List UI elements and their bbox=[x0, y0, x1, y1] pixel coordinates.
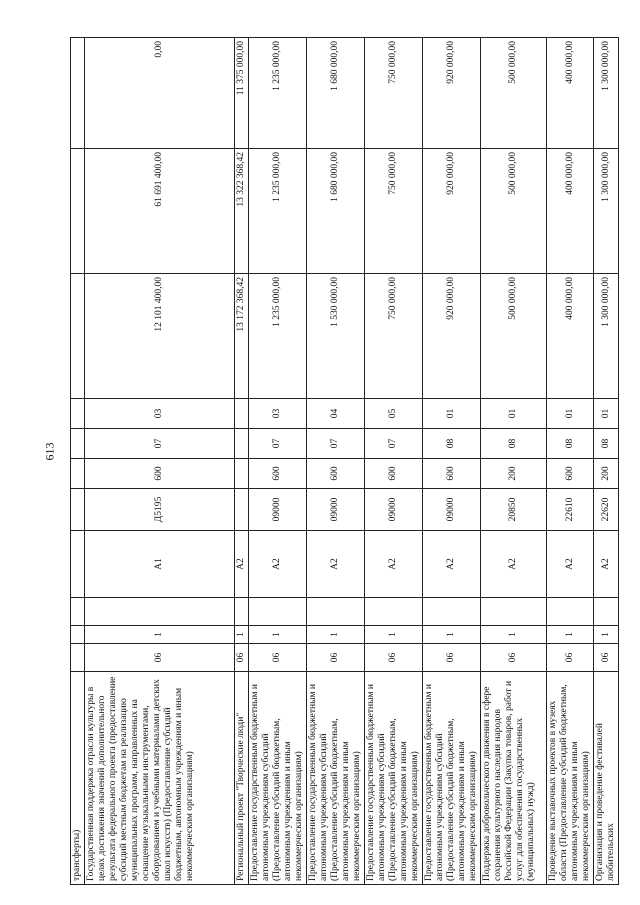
cell bbox=[71, 429, 85, 459]
cell: 1 bbox=[365, 626, 423, 644]
table-row bbox=[365, 38, 423, 885]
amount-2: 1 235 000,00 bbox=[249, 149, 307, 274]
cell bbox=[365, 598, 423, 626]
cell bbox=[307, 598, 365, 626]
budget-table bbox=[70, 37, 619, 885]
amount-1: 12 101 400,00 bbox=[85, 274, 235, 399]
amount-3: 500 000,00 bbox=[481, 38, 547, 149]
cell bbox=[249, 598, 307, 626]
amount-1: 1 235 000,00 bbox=[249, 274, 307, 399]
cell: 600 bbox=[423, 459, 481, 489]
cell: Д5195 bbox=[85, 489, 235, 531]
cell: 09000 bbox=[249, 489, 307, 531]
cell: 1 bbox=[481, 626, 547, 644]
cell: А2 bbox=[249, 531, 307, 598]
amount-3: 750 000,00 bbox=[365, 38, 423, 149]
cell bbox=[547, 598, 594, 626]
amount-3: 1 235 000,00 bbox=[249, 38, 307, 149]
amount-3: 1 300 000,00 bbox=[594, 38, 619, 149]
cell: 08 bbox=[481, 429, 547, 459]
table-row bbox=[235, 38, 249, 885]
amount-2: 500 000,00 bbox=[481, 149, 547, 274]
cell: 1 bbox=[249, 626, 307, 644]
cell: 06 bbox=[481, 644, 547, 672]
cell: А2 bbox=[365, 531, 423, 598]
cell: А2 bbox=[547, 531, 594, 598]
amount-1: 400 000,00 bbox=[547, 274, 594, 399]
amount-3: 920 000,00 bbox=[423, 38, 481, 149]
cell: 1 bbox=[423, 626, 481, 644]
cell: 08 bbox=[423, 429, 481, 459]
cell: 06 bbox=[307, 644, 365, 672]
row-desc: Государственная поддержка отрасли культуры в целях достижения значений дополнительного результата федерального проекта (предоставление субсидий местным бюджетам на реализацию муниципальных программ, направленных на оснащение музыкальными инструментами, оборудованием и учебными материалами детских школ искусств) (Предоставление субсидий бюджетным, автономным учреждениям и иным некоммерческим организациям) bbox=[85, 672, 235, 885]
cell: 01 bbox=[481, 399, 547, 429]
cell: А2 bbox=[307, 531, 365, 598]
cell: 600 bbox=[307, 459, 365, 489]
cell: 01 bbox=[547, 399, 594, 429]
cell: 22610 bbox=[547, 489, 594, 531]
amount-2: 13 322 368,42 bbox=[235, 149, 249, 274]
cell: 600 bbox=[547, 459, 594, 489]
cell: 04 bbox=[307, 399, 365, 429]
cell: А2 bbox=[481, 531, 547, 598]
amount-2: 920 000,00 bbox=[423, 149, 481, 274]
cell bbox=[71, 644, 85, 672]
cell: А2 bbox=[235, 531, 249, 598]
table-row bbox=[547, 38, 594, 885]
row-desc: Проведение выставочных проектов в музеях области (Предоставление субсидий бюджетным, автономным учреждениям и иным некоммерческим организациям) bbox=[547, 672, 594, 885]
cell: 1 bbox=[85, 626, 235, 644]
cell bbox=[235, 399, 249, 429]
cell: А2 bbox=[594, 531, 619, 598]
amount-2: 400 000,00 bbox=[547, 149, 594, 274]
cell: 07 bbox=[365, 429, 423, 459]
cell: 600 bbox=[85, 459, 235, 489]
table-row bbox=[249, 38, 307, 885]
row-desc: Предоставление государственным бюджетным и автономным учреждениям субсидий (Предоставление субсидий бюджетным, автономным учреждениям и иным некоммерческим организациям) bbox=[307, 672, 365, 885]
amount-1: 13 172 368,42 bbox=[235, 274, 249, 399]
amount-1: 500 000,00 bbox=[481, 274, 547, 399]
amount-1: 1 530 000,00 bbox=[307, 274, 365, 399]
cell: 07 bbox=[307, 429, 365, 459]
cell bbox=[235, 489, 249, 531]
cell bbox=[71, 459, 85, 489]
cell bbox=[235, 459, 249, 489]
cell bbox=[71, 531, 85, 598]
amount-1 bbox=[71, 274, 85, 399]
table-row bbox=[423, 38, 481, 885]
row-desc: Организация и проведение фестивалей любительских bbox=[594, 672, 619, 885]
cell: 03 bbox=[85, 399, 235, 429]
cell: А2 bbox=[423, 531, 481, 598]
cell: 06 bbox=[249, 644, 307, 672]
cell: 06 bbox=[547, 644, 594, 672]
amount-2: 61 691 400,00 bbox=[85, 149, 235, 274]
row-desc: Предоставление государственным бюджетным и автономным учреждениям субсидий (Предоставление субсидий бюджетным, автономным учреждениям и иным некоммерческим организациям) bbox=[365, 672, 423, 885]
row-desc: трансферты) bbox=[71, 672, 85, 885]
cell: 01 bbox=[423, 399, 481, 429]
cell: 1 bbox=[594, 626, 619, 644]
cell: 01 bbox=[594, 399, 619, 429]
cell: 07 bbox=[85, 429, 235, 459]
cell: 08 bbox=[594, 429, 619, 459]
cell: 09000 bbox=[307, 489, 365, 531]
cell: 1 bbox=[547, 626, 594, 644]
table-row bbox=[85, 38, 235, 885]
cell: 07 bbox=[249, 429, 307, 459]
cell bbox=[71, 399, 85, 429]
table-row bbox=[481, 38, 547, 885]
cell: 1 bbox=[307, 626, 365, 644]
amount-3: 0,00 bbox=[85, 38, 235, 149]
cell: 03 bbox=[249, 399, 307, 429]
cell bbox=[481, 598, 547, 626]
table-row bbox=[594, 38, 619, 885]
table-row bbox=[307, 38, 365, 885]
amount-3: 11 375 000,00 bbox=[235, 38, 249, 149]
amount-3: 400 000,00 bbox=[547, 38, 594, 149]
cell: 20850 bbox=[481, 489, 547, 531]
cell bbox=[71, 626, 85, 644]
cell: 06 bbox=[423, 644, 481, 672]
cell: А1 bbox=[85, 531, 235, 598]
cell: 06 bbox=[365, 644, 423, 672]
cell: 09000 bbox=[423, 489, 481, 531]
amount-1: 750 000,00 bbox=[365, 274, 423, 399]
cell: 06 bbox=[594, 644, 619, 672]
amount-2: 1 680 000,00 bbox=[307, 149, 365, 274]
amount-2: 1 300 000,00 bbox=[594, 149, 619, 274]
rotated-page-content bbox=[70, 38, 616, 885]
cell: 06 bbox=[85, 644, 235, 672]
cell bbox=[235, 429, 249, 459]
cell: 1 bbox=[235, 626, 249, 644]
row-desc: Поддержка добровольческого движения в сфере сохранения культурного наследия народов Российской Федерации (Закупка товаров, работ и услуг для обеспечения государственных (муниципальных) нужд) bbox=[481, 672, 547, 885]
cell bbox=[71, 598, 85, 626]
cell: 22620 bbox=[594, 489, 619, 531]
cell: 09000 bbox=[365, 489, 423, 531]
cell: 08 bbox=[547, 429, 594, 459]
row-desc: Предоставление государственным бюджетным и автономным учреждениям субсидий (Предоставление субсидий бюджетным, автономным учреждениям и иным некоммерческим организациям) bbox=[249, 672, 307, 885]
amount-1: 920 000,00 bbox=[423, 274, 481, 399]
cell bbox=[423, 598, 481, 626]
cell bbox=[71, 489, 85, 531]
cell: 200 bbox=[594, 459, 619, 489]
cell bbox=[235, 598, 249, 626]
cell: 600 bbox=[365, 459, 423, 489]
cell bbox=[594, 598, 619, 626]
rotated-table-container bbox=[70, 38, 616, 885]
amount-3: 1 680 000,00 bbox=[307, 38, 365, 149]
cell bbox=[85, 598, 235, 626]
page-number: 613 bbox=[42, 442, 57, 461]
amount-2: 750 000,00 bbox=[365, 149, 423, 274]
amount-1: 1 300 000,00 bbox=[594, 274, 619, 399]
table-row bbox=[71, 38, 85, 885]
cell: 06 bbox=[235, 644, 249, 672]
amount-2 bbox=[71, 149, 85, 274]
amount-3 bbox=[71, 38, 85, 149]
cell: 600 bbox=[249, 459, 307, 489]
cell: 200 bbox=[481, 459, 547, 489]
row-desc: Предоставление государственным бюджетным и автономным учреждениям субсидий (Предоставление субсидий бюджетным, автономным учреждениям и иным некоммерческим организациям) bbox=[423, 672, 481, 885]
cell: 05 bbox=[365, 399, 423, 429]
row-desc: Региональный проект "Творческие люди" bbox=[235, 672, 249, 885]
